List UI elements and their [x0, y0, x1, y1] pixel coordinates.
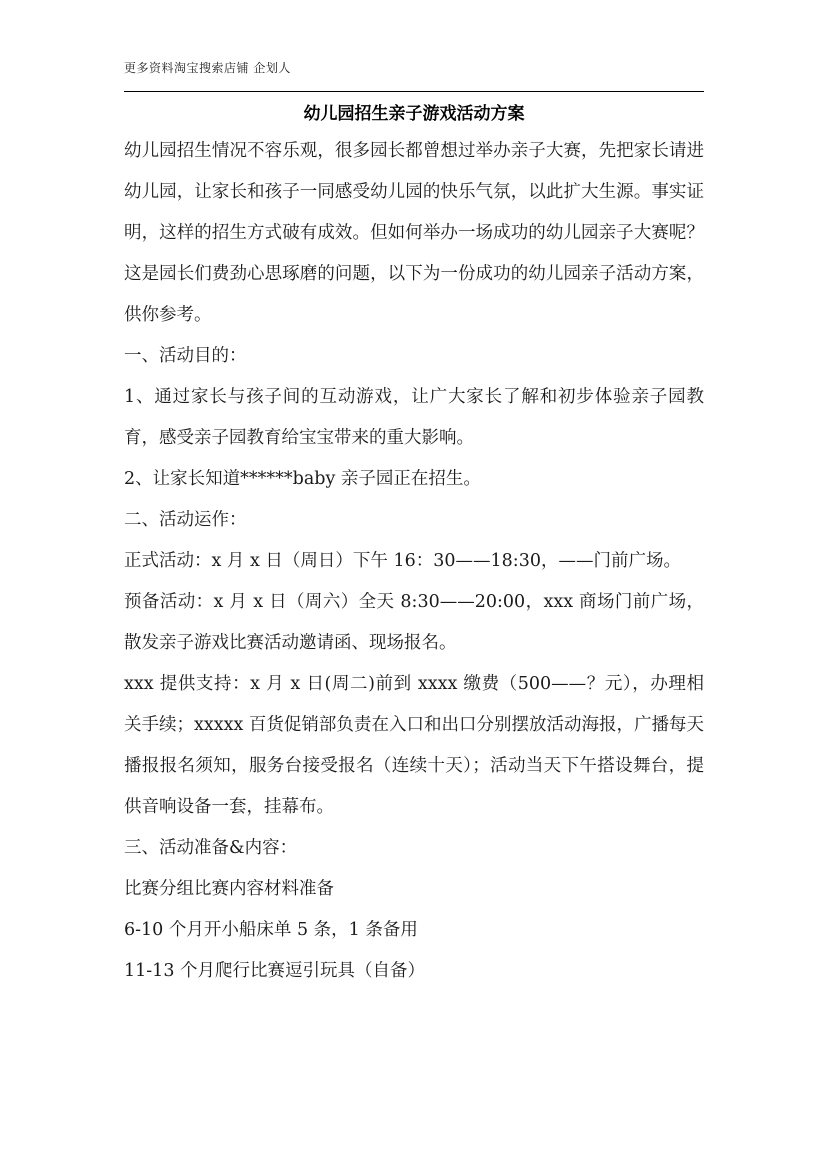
- operation-formal-event: 正式活动：x 月 x 日（周日）下午 16：30——18:30，——门前广场。: [124, 551, 681, 571]
- preparation-row-2: 11-13 个月爬行比赛逗引玩具（自备）: [124, 961, 426, 981]
- purpose-item-2: 2、让家长知道******baby 亲子园正在招生。: [124, 469, 481, 489]
- operation-preliminary-event: 预备活动：x 月 x 日（周六）全天 8:30——20:00，xxx 商场门前广场，散发亲子游戏比赛活动邀请函、现场报名。: [124, 592, 704, 653]
- section-heading-operation: 二、活动运作：: [124, 510, 247, 530]
- preparation-table-header: 比赛分组比赛内容材料准备: [124, 879, 334, 899]
- page-header: [124, 60, 704, 92]
- purpose-item-1: 1、通过家长与孩子间的互动游戏，让广大家长了解和初步体验亲子园教育，感受亲子园教育给宝宝带来的重大影响。: [124, 387, 704, 448]
- document-title: 幼儿园招生亲子游戏活动方案: [303, 104, 525, 124]
- document-body: [124, 131, 704, 992]
- section-heading-preparation: 三、活动准备&内容：: [124, 838, 298, 858]
- preparation-row-1: 6-10 个月开小船床单 5 条，1 条备用: [124, 920, 418, 940]
- header-text: 更多资料淘宝搜索店铺 企划人: [124, 61, 291, 75]
- intro-paragraph: 幼儿园招生情况不容乐观，很多园长都曾想过举办亲子大赛，先把家长请进幼儿园，让家长和孩子一同感受幼儿园的快乐气氛，以此扩大生源。事实证明，这样的招生方式破有成效。但如何举办一场成功的幼儿园亲子大赛呢？这是园长们费劲心思琢磨的问题，以下为一份成功的幼儿园亲子活动方案，供你参考。: [124, 141, 704, 325]
- operation-support: xxx 提供支持：x 月 x 日(周二)前到 xxxx 缴费（500——？元），办理相关手续；xxxxx 百货促销部负责在入口和出口分别摆放活动海报，广播每天播报报名须知，服务台接受报名（连续十天）；活动当天下午搭设舞台，提供音响设备一套，挂幕布。: [124, 674, 704, 817]
- section-heading-purpose: 一、活动目的：: [124, 346, 247, 366]
